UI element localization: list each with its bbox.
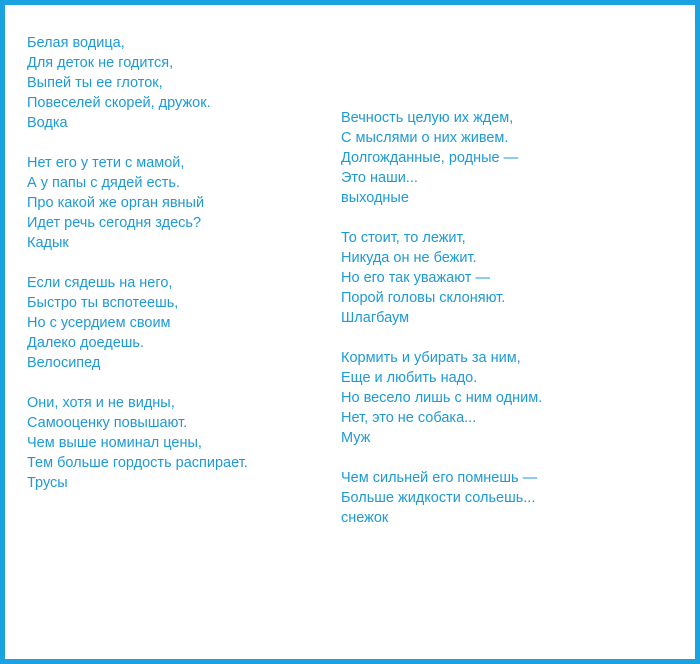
riddle-line: А у папы с дядей есть. bbox=[27, 175, 180, 191]
riddle-3 bbox=[27, 273, 327, 373]
riddle-line: Еще и любить надо. bbox=[341, 370, 478, 386]
riddle-answer: Муж bbox=[341, 430, 371, 446]
left-column bbox=[27, 33, 327, 513]
riddle-8 bbox=[341, 468, 641, 528]
riddle-line: Быстро ты вспотеешь, bbox=[27, 295, 179, 311]
riddle-line: Но весело лишь с ним одним. bbox=[341, 390, 543, 406]
riddle-line: Порой головы склоняют. bbox=[341, 290, 506, 306]
riddle-line: С мыслями о них живем. bbox=[341, 130, 509, 146]
riddle-answer: снежок bbox=[341, 510, 389, 526]
riddle-line: Долгожданные, родные — bbox=[341, 150, 519, 166]
riddle-line: Чем выше номинал цены, bbox=[27, 435, 202, 451]
riddle-answer: выходные bbox=[341, 190, 409, 206]
riddle-line: Вечность целую их ждем, bbox=[341, 110, 514, 126]
riddle-6 bbox=[341, 228, 641, 328]
riddle-line: Самооценку повышают. bbox=[27, 415, 188, 431]
riddle-5 bbox=[341, 108, 641, 208]
riddle-answer: Трусы bbox=[27, 475, 68, 491]
riddle-line: Если сядешь на него, bbox=[27, 275, 173, 291]
riddle-line: Кормить и убирать за ним, bbox=[341, 350, 521, 366]
riddle-line: Про какой же орган явный bbox=[27, 195, 205, 211]
riddle-7 bbox=[341, 348, 641, 448]
riddle-2 bbox=[27, 153, 327, 253]
riddle-line: Далеко доедешь. bbox=[27, 335, 145, 351]
right-column bbox=[341, 108, 641, 548]
riddle-line: Это наши... bbox=[341, 170, 418, 186]
riddle-line: Но его так уважают — bbox=[341, 270, 490, 286]
riddle-line: Чем сильней его помнешь — bbox=[341, 470, 538, 486]
riddle-answer: Водка bbox=[27, 115, 68, 131]
riddle-line: Нет, это не собака... bbox=[341, 410, 477, 426]
riddle-line: Но с усердием своим bbox=[27, 315, 171, 331]
riddle-answer: Велосипед bbox=[27, 355, 101, 371]
riddle-line: Нет его у тети с мамой, bbox=[27, 155, 185, 171]
riddle-line: Повеселей скорей, дружок. bbox=[27, 95, 211, 111]
riddle-line: То стоит, то лежит, bbox=[341, 230, 466, 246]
riddle-line: Больше жидкости сольешь... bbox=[341, 490, 536, 506]
riddle-answer: Кадык bbox=[27, 235, 69, 251]
riddle-line: Выпей ты ее глоток, bbox=[27, 75, 163, 91]
riddle-line: Они, хотя и не видны, bbox=[27, 395, 175, 411]
riddle-line: Для деток не годится, bbox=[27, 55, 174, 71]
riddle-4 bbox=[27, 393, 327, 493]
riddle-answer: Шлагбаум bbox=[341, 310, 410, 326]
riddle-line: Тем больше гордость распирает. bbox=[27, 455, 248, 471]
riddle-1 bbox=[27, 33, 327, 133]
riddle-line: Белая водица, bbox=[27, 35, 125, 51]
riddle-line: Никуда он не бежит. bbox=[341, 250, 477, 266]
riddle-line: Идет речь сегодня здесь? bbox=[27, 215, 202, 231]
